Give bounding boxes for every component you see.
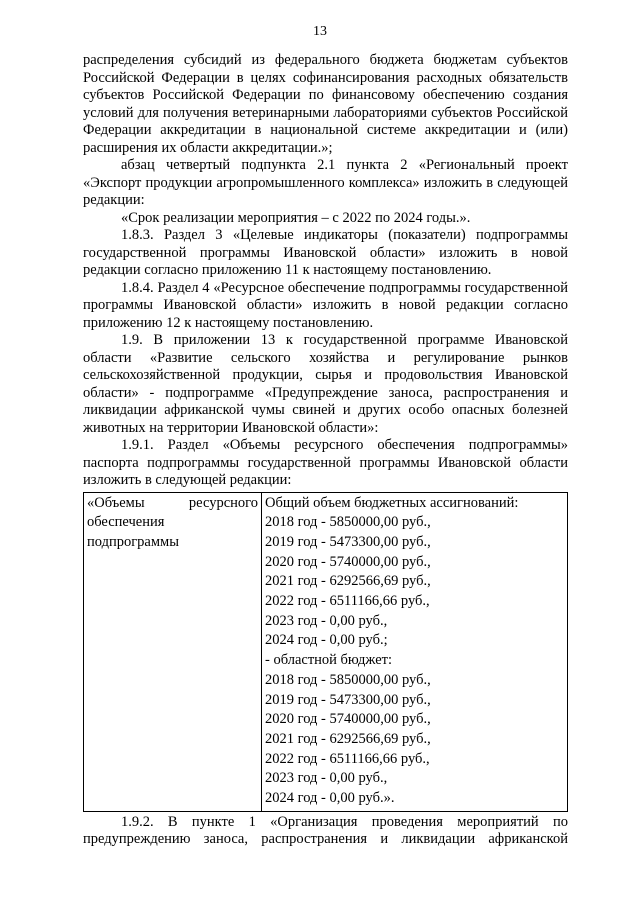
paragraph-srok-realizacii: «Срок реализации мероприятия – с 2022 по 2024 годы.».	[121, 209, 471, 226]
value-line: 2019 год - 5473300,00 руб.,	[265, 533, 431, 550]
label-line: обеспечения	[87, 514, 165, 531]
label-line	[87, 494, 258, 514]
value-line: 2018 год - 5850000,00 руб.,	[265, 514, 431, 531]
value-line: 2021 год - 6292566,69 руб.,	[265, 730, 431, 747]
value-line: Общий объем бюджетных ассигнований:	[265, 494, 519, 511]
document-body	[83, 52, 568, 849]
label-word: ресурсного	[188, 494, 258, 511]
value-cell	[262, 492, 568, 811]
table-row	[84, 492, 568, 811]
resource-table	[83, 492, 568, 812]
paragraph-1-9-2: 1.9.2. В пункте 1 «Организация проведения мероприятий по предупреждению заноса, распространения и ликвидации африканской	[83, 813, 568, 848]
page-number: 13	[313, 24, 327, 39]
value-line: 2021 год - 6292566,69 руб.,	[265, 573, 431, 590]
label-word: «Объемы	[87, 494, 145, 511]
value-line: - областной бюджет:	[265, 652, 393, 669]
value-line: 2020 год - 5740000,00 руб.,	[265, 553, 431, 570]
value-line: 2024 год - 0,00 руб.;	[265, 632, 388, 649]
label-line: подпрограммы	[87, 533, 179, 550]
paragraph-1-9-1: 1.9.1. Раздел «Объемы ресурсного обеспечения подпрограммы» паспорта подпрограммы государственной программы Ивановской области изложить в следующей редакции:	[83, 437, 568, 488]
paragraph-1-9: 1.9. В приложении 13 к государственной программе Ивановской области «Развитие сельского хозяйства и регулирование рынков сельскохозяйственной продукции, сырья и продовольствия Ивановской области» - подпрограмме «Предупреждение заноса, распространения и ликвидации африканской чумы свиней и других особо опасных болезней животных на территории Ивановской области»:	[83, 332, 568, 436]
value-line: 2018 год - 5850000,00 руб.,	[265, 671, 431, 688]
value-line: 2019 год - 5473300,00 руб.,	[265, 691, 431, 708]
label-cell	[84, 492, 262, 811]
paragraph-1-8-3: 1.8.3. Раздел 3 «Целевые индикаторы (показатели) подпрограммы государственной программы Ивановской области» изложить в новой редакции согласно приложению 11 к настоящему постановлению.	[83, 227, 568, 278]
paragraph-abzac-chetvertyi: абзац четвертый подпункта 2.1 пункта 2 «Региональный проект «Экспорт продукции агропромышленного комплекса» изложить в следующей редакции:	[83, 157, 568, 208]
value-line: 2022 год - 6511166,66 руб.,	[265, 593, 430, 610]
value-line: 2022 год - 6511166,66 руб.,	[265, 750, 430, 767]
value-line: 2020 год - 5740000,00 руб.,	[265, 711, 431, 728]
paragraph-1-8-4: 1.8.4. Раздел 4 «Ресурсное обеспечение подпрограммы государственной программы Ивановской области» изложить в новой редакции согласно приложению 12 к настоящему постановлению.	[83, 279, 568, 331]
value-line: 2023 год - 0,00 руб.,	[265, 770, 388, 787]
value-line: 2024 год - 0,00 руб.».	[265, 790, 395, 807]
value-line: 2023 год - 0,00 руб.,	[265, 612, 388, 629]
paragraph-continuation: распределения субсидий из федерального бюджета бюджетам субъектов Российской Федерации в целях софинансирования расходных обязательств субъектов Российской Федерации по финансовому обеспечению создания условий для получения ветеринарными лабораториями субъектов Российской Федерации аккредитации в национальной системе аккредитации и (или) расширения их области аккредитации.»;	[83, 52, 568, 156]
